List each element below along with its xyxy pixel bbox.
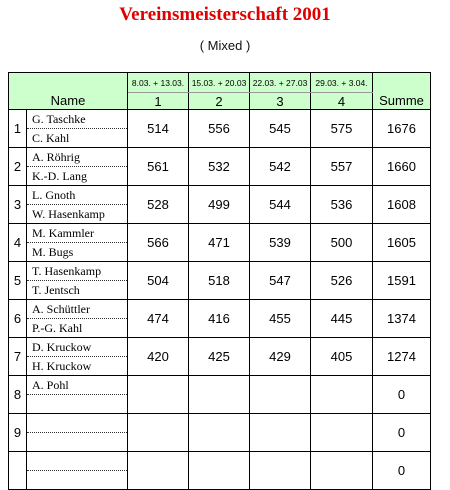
round-1-score [128,452,189,490]
round-1-score: 514 [128,110,189,148]
table-row [9,186,431,224]
team-names-cell [27,414,128,452]
round-2-score: 416 [189,300,250,338]
round-4-dates: 29.03. + 3.04. [311,73,373,93]
team-names-cell [27,110,128,148]
player-1-name: T. Hasenkamp [27,262,127,281]
total-score: 1274 [373,338,431,376]
player-2-name: H. Kruckow [32,359,92,373]
round-2-dates: 15.03. + 20.03 [189,73,250,93]
table-row [9,452,431,490]
round-2-score [189,452,250,490]
round-3-score: 545 [250,110,311,148]
total-score: 0 [373,414,431,452]
player-1-name: A. Schüttler [27,300,127,319]
player-1-name [27,452,127,471]
table-row [9,376,431,414]
rank-cell: 7 [9,338,27,376]
player-1-name: D. Kruckow [27,338,127,357]
round-4-score: 526 [311,262,373,300]
total-score: 1608 [373,186,431,224]
round-3-dates: 22.03. + 27.03 [250,73,311,93]
round-1-score: 566 [128,224,189,262]
round-1-score: 420 [128,338,189,376]
player-1-name: G. Taschke [27,110,127,129]
round-4-score: 536 [311,186,373,224]
player-2-name [27,471,127,489]
player-2-name: M. Bugs [32,245,74,259]
round-3-score [250,414,311,452]
team-names-cell [27,338,128,376]
team-names-cell [27,262,128,300]
header-row-dates [9,73,431,93]
round-3-score [250,376,311,414]
total-score: 1660 [373,148,431,186]
page-title: Vereinsmeisterschaft 2001 [119,4,331,25]
round-3-score: 542 [250,148,311,186]
table-row [9,414,431,452]
total-score: 0 [373,376,431,414]
round-1-dates: 8.03. + 13.03. [128,73,189,93]
player-1-name: M. Kammler [27,224,127,243]
player-2-name [27,395,127,413]
total-score: 1676 [373,110,431,148]
round-2-score: 518 [189,262,250,300]
round-1-score: 528 [128,186,189,224]
rank-cell: 3 [9,186,27,224]
table-row [9,338,431,376]
team-names-cell [27,300,128,338]
round-4-score [311,452,373,490]
player-2-name: W. Hasenkamp [32,207,105,221]
page-subtitle: ( Mixed ) [199,38,251,53]
round-2-score [189,414,250,452]
round-2-score: 499 [189,186,250,224]
round-1-score: 474 [128,300,189,338]
round-3-score: 455 [250,300,311,338]
round-2-score: 471 [189,224,250,262]
team-names-cell [27,376,128,414]
round-4-score: 445 [311,300,373,338]
round-1-score [128,414,189,452]
round-1-score: 561 [128,148,189,186]
round-4-score: 405 [311,338,373,376]
round-1-number: 1 [128,93,189,110]
player-1-name: L. Gnoth [27,186,127,205]
player-2-name: C. Kahl [32,131,70,145]
round-3-score: 539 [250,224,311,262]
results-table-body [9,73,431,490]
team-names-cell [27,186,128,224]
round-2-score: 532 [189,148,250,186]
rank-cell: 1 [9,110,27,148]
round-1-score: 504 [128,262,189,300]
round-4-score: 557 [311,148,373,186]
rank-cell: 6 [9,300,27,338]
round-2-number: 2 [189,93,250,110]
round-3-score: 544 [250,186,311,224]
sum-column-header: Summe [373,73,431,110]
results-table [8,72,431,490]
round-4-score: 500 [311,224,373,262]
round-2-score [189,376,250,414]
player-2-name [27,433,127,451]
round-3-score: 547 [250,262,311,300]
table-row [9,148,431,186]
rank-cell: 4 [9,224,27,262]
rank-cell: 5 [9,262,27,300]
player-2-name: T. Jentsch [32,283,80,297]
round-1-score [128,376,189,414]
player-2-name: K.-D. Lang [32,169,87,183]
total-score: 1591 [373,262,431,300]
team-names-cell [27,452,128,490]
round-4-score [311,376,373,414]
total-score: 1374 [373,300,431,338]
round-4-score: 575 [311,110,373,148]
round-4-score [311,414,373,452]
round-3-score: 429 [250,338,311,376]
table-row [9,262,431,300]
round-3-score [250,452,311,490]
rank-cell: 9 [9,414,27,452]
table-row [9,110,431,148]
player-1-name: A. Röhrig [27,148,127,167]
rank-cell: 8 [9,376,27,414]
table-row [9,224,431,262]
name-column-header: Name [9,73,128,110]
round-3-number: 3 [250,93,311,110]
rank-cell: 2 [9,148,27,186]
player-2-name: P.-G. Kahl [32,321,83,335]
total-score: 1605 [373,224,431,262]
team-names-cell [27,148,128,186]
round-2-score: 425 [189,338,250,376]
round-2-score: 556 [189,110,250,148]
table-row [9,300,431,338]
round-4-number: 4 [311,93,373,110]
total-score: 0 [373,452,431,490]
team-names-cell [27,224,128,262]
rank-cell [9,452,27,490]
player-1-name: A. Pohl [27,376,127,395]
player-1-name [27,414,127,433]
